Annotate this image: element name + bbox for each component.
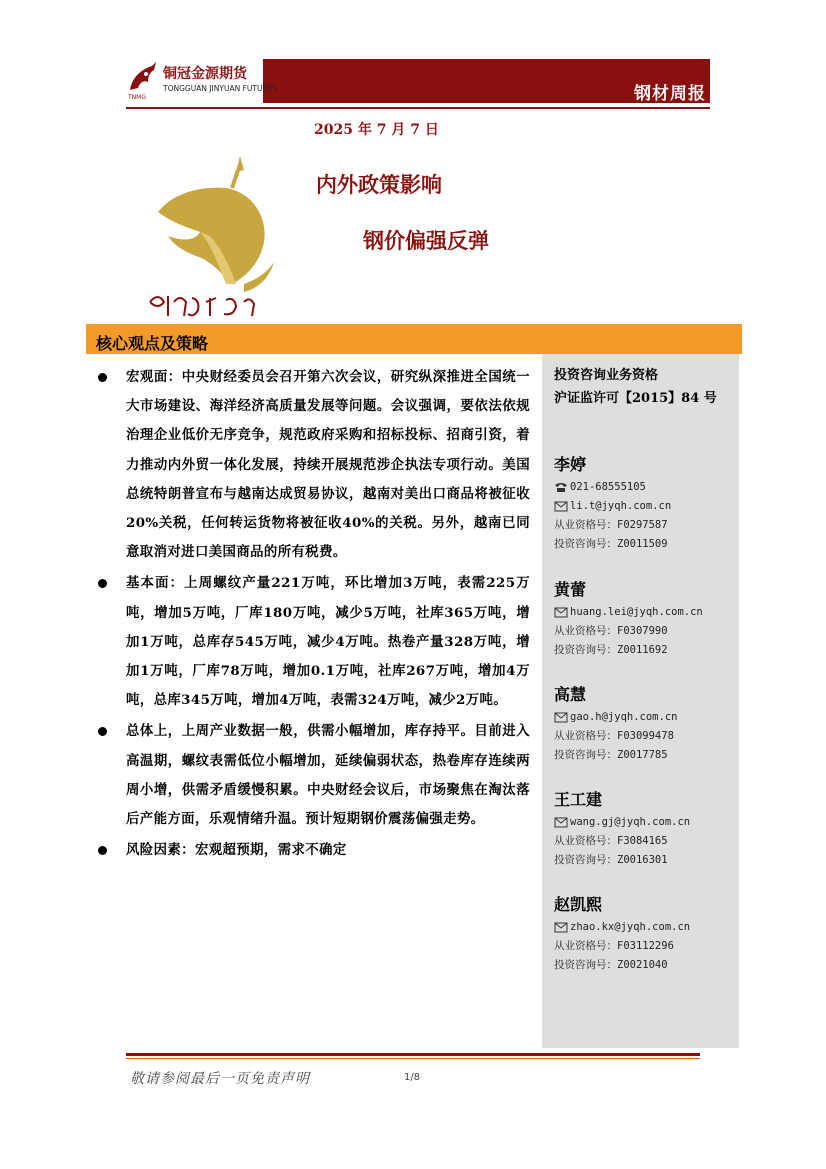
analyst-phone-text: 021-68555105 xyxy=(570,481,646,493)
bullet-dot-icon xyxy=(98,846,107,855)
analyst-advisory: 投资咨询号：Z0017785 xyxy=(554,749,668,761)
analyst-name: 赵凯熙 xyxy=(554,895,603,914)
bullet-summary xyxy=(98,717,530,834)
analyst-card xyxy=(554,892,690,975)
bullet-dot-icon xyxy=(98,373,107,382)
bullet-risk xyxy=(98,836,530,865)
email-icon xyxy=(554,712,568,723)
analyst-email-text[interactable]: gao.h@jyqh.com.cn xyxy=(570,711,678,723)
email-icon xyxy=(554,817,568,828)
analyst-card xyxy=(554,452,671,554)
analyst-email[interactable] xyxy=(554,603,703,622)
copper-emblem-logo xyxy=(140,152,276,328)
analyst-card xyxy=(554,787,690,870)
bullet-text: 风险因素：宏观超预期，需求不确定 xyxy=(126,842,347,859)
section-title: 核心观点及策略 xyxy=(96,334,209,353)
analyst-cert: 从业资格号：F03099478 xyxy=(554,730,674,742)
analyst-email[interactable] xyxy=(554,708,677,727)
analyst-name: 高慧 xyxy=(554,685,587,704)
analyst-advisory: 投资咨询号：Z0021040 xyxy=(554,959,668,971)
bullet-macro xyxy=(98,363,530,567)
email-icon xyxy=(554,922,568,933)
bullet-fundamentals xyxy=(98,569,530,715)
footer-rule xyxy=(126,1053,700,1056)
bullet-text: 基本面：上周螺纹产量221万吨，环比增加3万吨，表需225万吨，增加5万吨，厂库180万吨，减少5万吨，社库365万吨，增加1万吨，总库存545万吨，减少4万吨。热卷产量328万吨，增加1万吨，厂库78万吨，增加0.1万吨，社库267万吨，增加4万吨，总库345万吨，增加4万吨，表需324万吨，减少2万吨。 xyxy=(126,575,530,709)
analyst-email-text[interactable]: wang.gj@jyqh.com.cn xyxy=(570,816,691,828)
company-name-en: TONGGUAN JINYUAN FUTURES xyxy=(163,84,278,93)
bullet-dot-icon xyxy=(98,579,107,588)
analyst-email-text[interactable]: zhao.kx@jyqh.com.cn xyxy=(570,921,691,933)
bullet-dot-icon xyxy=(98,727,107,736)
analyst-name: 王工建 xyxy=(554,790,603,809)
bullet-text: 宏观面：中央财经委员会召开第六次会议，研究纵深推进全国统一大市场建设、海洋经济高质量发展等问题。会议强调，要依法依规治理企业低价无序竞争，规范政府采购和招标投标、招商引资，着力推动内外贸一体化发展，持续开展规范涉企执法专项行动。美国总统特朗普宣布与越南达成贸易协议，越南对美出口商品将被征收20%关税，任何转运货物将被征收40%的关税。另外，越南已同意取消对进口美国商品的所有税费。 xyxy=(126,369,530,561)
analyst-email[interactable] xyxy=(554,497,671,516)
qualification-line: 投资咨询业务资格 xyxy=(554,368,659,383)
analyst-phone xyxy=(554,478,671,497)
company-name: 铜冠金源期货 xyxy=(163,66,247,82)
header-rule xyxy=(126,107,710,109)
disclaimer-note: 敬请参阅最后一页免责声明 xyxy=(130,1071,310,1087)
email-icon xyxy=(554,501,568,512)
analyst-cert: 从业资格号：F0297587 xyxy=(554,519,668,531)
analyst-email[interactable] xyxy=(554,813,690,832)
qualification-block xyxy=(554,364,717,410)
analyst-cert: 从业资格号：F3084165 xyxy=(554,835,668,847)
analyst-cert: 从业资格号：F03112296 xyxy=(554,940,674,952)
analyst-advisory: 投资咨询号：Z0016301 xyxy=(554,854,668,866)
analyst-email-text[interactable]: li.t@jyqh.com.cn xyxy=(570,500,672,512)
core-views-list xyxy=(98,363,530,867)
analyst-advisory: 投资咨询号：Z0011509 xyxy=(554,538,668,550)
analyst-card xyxy=(554,682,677,765)
report-date: 2025 年 7 月 7 日 xyxy=(314,122,439,138)
page-number: 1/8 xyxy=(404,1072,421,1083)
license-line: 沪证监许可【2015】84 号 xyxy=(554,391,717,406)
report-title-line1: 内外政策影响 xyxy=(316,172,442,197)
footer-rule-thin xyxy=(126,1058,700,1059)
phone-icon xyxy=(554,482,568,493)
analyst-advisory: 投资咨询号：Z0011692 xyxy=(554,644,668,656)
analyst-card xyxy=(554,577,703,660)
report-type: 钢材周报 xyxy=(634,84,706,104)
analyst-name: 黄蕾 xyxy=(554,580,587,599)
report-title-line2: 钢价偏强反弹 xyxy=(363,228,489,253)
analyst-cert: 从业资格号：F0307990 xyxy=(554,625,668,637)
company-abbr: TNMG xyxy=(128,94,146,101)
email-icon xyxy=(554,607,568,618)
bullet-text: 总体上，上周产业数据一般，供需小幅增加，库存持平。目前进入高温期，螺纹表需低位小幅增加，延续偏弱状态，热卷库存连续两周小增，供需矛盾缓慢积累。中央财经会议后，市场聚焦在淘汰落后产能方面，乐观情绪升温。预计短期钢价震荡偏强走势。 xyxy=(126,723,530,828)
analyst-email-text[interactable]: huang.lei@jyqh.com.cn xyxy=(570,606,703,618)
company-logo-icon xyxy=(126,60,160,98)
analyst-email[interactable] xyxy=(554,918,690,937)
analyst-name: 李婷 xyxy=(554,455,587,474)
